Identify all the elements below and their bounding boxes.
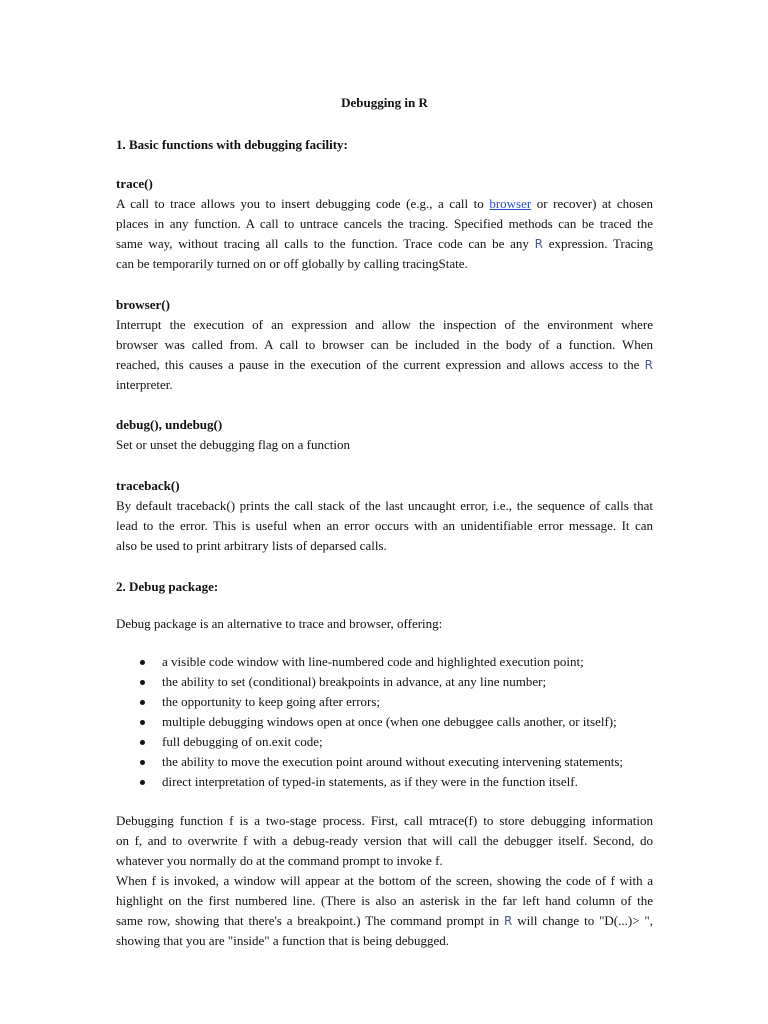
list-item-text: multiple debugging windows open at once (when one debuggee calls another, or itself); (162, 714, 617, 729)
browser-heading: browser() (116, 297, 170, 312)
section-2-heading: 2. Debug package: (116, 579, 219, 594)
bullet-icon (140, 780, 145, 785)
browser-description: Interrupt the execution of an expression and allow the inspection of the environment where browser was called from. A call to browser can be included in the body of a function. When reached, this causes a pause in the execution of the current expression and allows access to the R interpreter. (116, 317, 653, 392)
list-item-text: direct interpretation of typed-in statements, as if they were in the function itself. (162, 774, 578, 789)
list-item (116, 652, 653, 672)
list-item (116, 672, 653, 692)
r-language-name: R (504, 914, 513, 928)
traceback-description: By default traceback() prints the call stack of the last uncaught error, i.e., the sequence of calls that lead to the error. This is useful when an error occurs with an unidentifiable error message. It can also be used to print arbitrary lists of deparsed calls. (116, 498, 653, 553)
bullet-icon (140, 760, 145, 765)
list-item-text: the ability to set (conditional) breakpoints in advance, at any line number; (162, 674, 547, 689)
list-item-text: the ability to move the execution point around without executing intervening statements; (162, 754, 624, 769)
list-item (116, 752, 653, 772)
list-item-text: the opportunity to keep going after errors; (162, 694, 381, 709)
list-item (116, 732, 653, 752)
list-item (116, 772, 653, 792)
r-language-name: R (534, 237, 543, 251)
list-item-text: a visible code window with line-numbered code and highlighted execution point; (162, 654, 584, 669)
debug-package-intro: Debug package is an alternative to trace and browser, offering: (116, 616, 443, 631)
list-item-text: full debugging of on.exit code; (162, 734, 323, 749)
debug-description: Set or unset the debugging flag on a function (116, 437, 350, 452)
debug-section (116, 415, 653, 455)
r-language-name: R (644, 358, 653, 372)
feature-bullets (116, 652, 653, 792)
mtrace-paragraph: Debugging function f is a two-stage process. First, call mtrace(f) to store debugging information on f, and to overwrite f with a debug-ready version that will call the debugger itself. Second, do whatever you normally do at the command prompt to invoke f. (116, 813, 653, 868)
traceback-section (116, 476, 653, 556)
bullet-icon (140, 680, 145, 685)
bullet-icon (140, 660, 145, 665)
section-1-heading: 1. Basic functions with debugging facility: (116, 137, 348, 152)
feature-list (116, 652, 653, 792)
trace-section (116, 174, 653, 274)
trace-description: A call to trace allows you to insert debugging code (e.g., a call to browser or recover) at chosen places in any function. A call to untrace cancels the tracing. Specified methods can be traced the same way, without tracing all calls to the function. Trace code can be any R expression. Tracing can be temporarily turned on or off globally by calling tracingState. (116, 196, 653, 271)
browser-section (116, 295, 653, 395)
trace-heading: trace() (116, 176, 153, 191)
browser-link[interactable]: browser (489, 196, 532, 211)
traceback-heading: traceback() (116, 478, 180, 493)
bullet-icon (140, 720, 145, 725)
list-item (116, 712, 653, 732)
document-title: Debugging in R (341, 95, 428, 110)
debug-window-paragraph: When f is invoked, a window will appear at the bottom of the screen, showing the code of f with a highlight on the first numbered line. (There is also an asterisk in the far left hand column of the same row, showing that there's a breakpoint.) The command prompt in R will change to "D(...)> ", showing that you are "inside" a function that is being debugged. (116, 873, 653, 948)
debug-heading: debug(), undebug() (116, 417, 223, 432)
list-item (116, 692, 653, 712)
bullet-icon (140, 740, 145, 745)
bullet-icon (140, 700, 145, 705)
